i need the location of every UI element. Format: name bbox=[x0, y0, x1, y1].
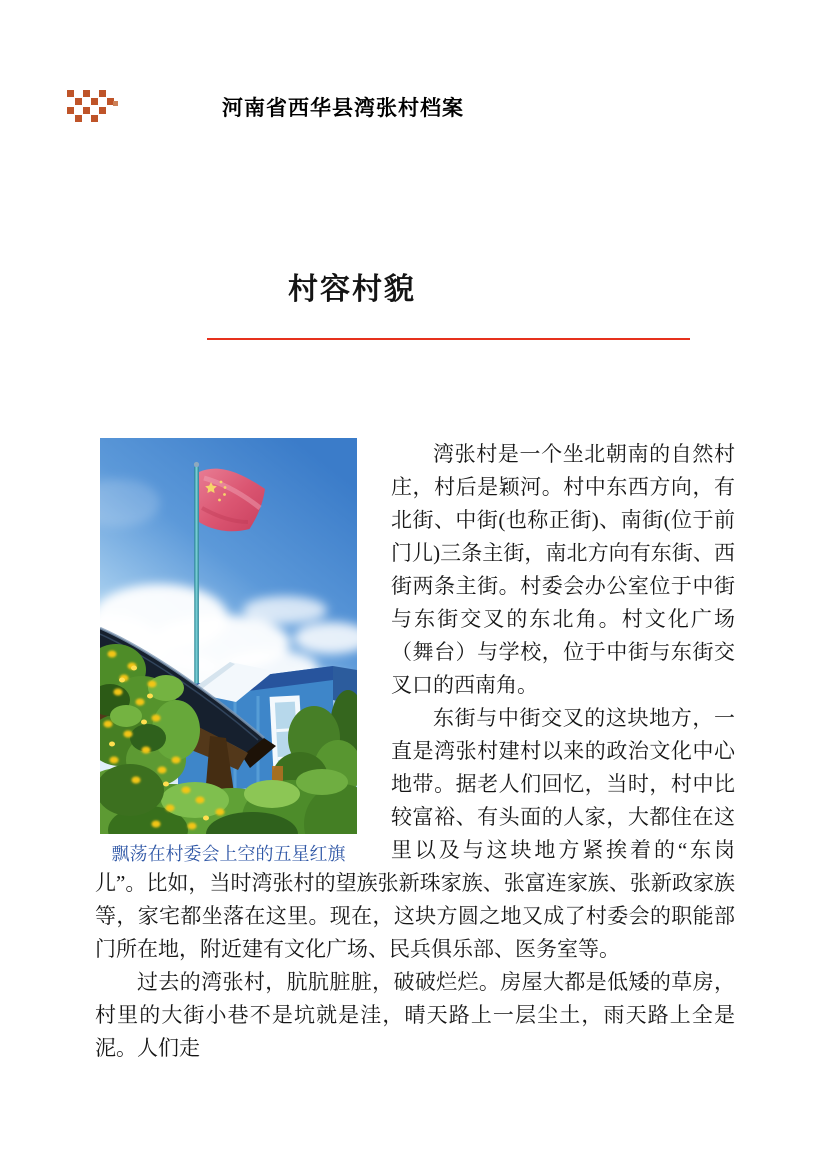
paragraph-1: 湾张村是一个坐北朝南的自然村庄，村后是颖河。村中东西方向，有北街、中街(也称正街)、南街(位于前门儿)三条主街，南北方向有东街、西街两条主街。村委会办公室位于中街与东街交叉的东北角。村文化广场（舞台）与学校，位于中街与东街交叉口的西南角。 bbox=[391, 442, 735, 697]
page-title: 村容村貌 bbox=[288, 273, 416, 306]
photo-caption: 飘荡在村委会上空的五星红旗 bbox=[111, 844, 346, 864]
title-divider-line bbox=[207, 338, 690, 340]
checkerboard-arrow-logo-icon bbox=[62, 88, 120, 122]
figure-block bbox=[100, 438, 357, 866]
flagpole bbox=[194, 462, 199, 685]
article-body bbox=[95, 438, 735, 1065]
paragraph-3: 过去的湾张村，肮肮脏脏，破破烂烂。房屋大都是低矮的草房，村里的大街小巷不是坑就是洼，晴天路上一层尘土，雨天路上全是泥。人们走 bbox=[95, 970, 735, 1060]
paragraph-2: 东街与中街交叉的这块地方，一直是湾张村建村以来的政治文化中心地带。据老人们回忆，当时，村中比较富裕、有头面的人家，大都住在这里以及与这块地方紧挨着的“东岗儿”。比如，当时湾张村的望族张新珠家族、张富连家族、张新政家族等，家宅都坐落在这里。现在，这块方圆之地又成了村委会的职能部门所在地，附近建有文化广场、民兵俱乐部、医务室等。 bbox=[95, 706, 735, 961]
archive-header-label: 河南省西华县湾张村档案 bbox=[222, 97, 464, 120]
village-flag-photo bbox=[100, 438, 357, 834]
